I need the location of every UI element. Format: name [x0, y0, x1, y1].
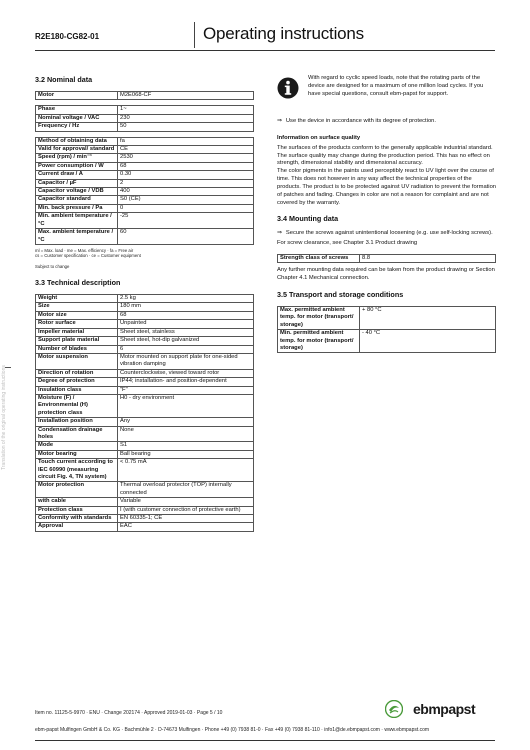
table-key: Strength class of screws — [278, 254, 360, 262]
table-key: Mode — [36, 442, 118, 450]
table-key: Motor — [36, 92, 118, 100]
table-row — [36, 450, 254, 458]
table-key: Valid for approval/ standard — [36, 146, 118, 154]
table-row — [36, 179, 254, 187]
table-key: Phase — [36, 106, 118, 114]
table-key: Max. ambient temperature / °C — [36, 229, 118, 245]
table-row — [36, 311, 254, 319]
table-value: "F" — [118, 386, 254, 394]
sidebar-vertical-text: Translation of the original operating instructions — [1, 365, 7, 470]
nominal-motor-table — [35, 91, 254, 100]
table-key: Capacitor standard — [36, 196, 118, 204]
table-key: Direction of rotation — [36, 369, 118, 377]
table-row — [36, 426, 254, 442]
brand-logo: ebmpapst — [413, 701, 476, 717]
arrow-right-icon: ⇒ — [277, 118, 282, 124]
table-value: Ball bearing — [118, 450, 254, 458]
table-value: 50 — [118, 123, 254, 131]
page-header — [0, 0, 530, 52]
surface-paragraph: The surfaces of the products conform to the generally applicable industrial standard. The surface quality may change during the production period. This has no effect on strength, dimensional stability and dimensional accuracy. — [277, 144, 493, 167]
table-row — [36, 498, 254, 506]
table-key: Min. back pressure / Pa — [36, 204, 118, 212]
table-key: Impeller material — [36, 328, 118, 336]
table-value: + 80 °C — [360, 306, 496, 329]
screw-strength-table — [277, 254, 496, 263]
nominal-data-heading: 3.2 Nominal data — [35, 75, 93, 84]
info-box — [277, 75, 496, 117]
table-key: Rotor surface — [36, 320, 118, 328]
table-row — [278, 330, 496, 353]
table-value: Variable — [118, 498, 254, 506]
note-line: ml = Max. load · me = Max. efficiency · fa = Free air — [35, 247, 134, 253]
table-key: Motor suspension — [36, 353, 118, 369]
table-value: 0 — [118, 204, 254, 212]
table-value: CE — [118, 146, 254, 154]
table-row — [36, 506, 254, 514]
table-row — [36, 523, 254, 531]
list-item — [277, 118, 496, 126]
company-info: ebm-papst Mulfingen GmbH & Co. KG · Bachmühle 2 · D-74673 Mulfingen · Phone +49 (0) 7938 81-0 · Fax +49 (0) 7938 81-110 · info1@de.ebmpapst.com · www.ebmpapst.com — [35, 727, 430, 733]
table-value: 0.30 — [118, 171, 254, 179]
table-value: 2.5 kg — [118, 295, 254, 303]
table-row — [36, 188, 254, 196]
table-key: Min. permitted ambient temp. for motor (transport/ storage) — [278, 330, 360, 353]
table-key: Motor bearing — [36, 450, 118, 458]
table-value: 2 — [118, 179, 254, 187]
table-row — [36, 369, 254, 377]
table-row — [36, 442, 254, 450]
table-key: Moisture (F) / Environmental (H) protection class — [36, 394, 118, 417]
table-value: < 0.75 mA — [118, 459, 254, 482]
table-value: Counterclockwise, viewed toward rotor — [118, 369, 254, 377]
table-key: Protection class — [36, 506, 118, 514]
table-row — [36, 204, 254, 212]
table-row — [36, 482, 254, 498]
table-row — [36, 114, 254, 122]
table-row — [36, 123, 254, 131]
table-key: Condensation drainage holes — [36, 426, 118, 442]
technical-table — [35, 294, 254, 532]
transport-storage-heading: 3.5 Transport and storage conditions — [277, 289, 404, 299]
nominal-electrical-table — [35, 105, 254, 131]
table-key: Min. ambient temperature / °C — [36, 213, 118, 229]
table-value: 60 — [118, 229, 254, 245]
table-key: Size — [36, 303, 118, 311]
document-title: Operating instructions — [203, 24, 364, 43]
table-row — [278, 306, 496, 329]
table-value: 400 — [118, 188, 254, 196]
mounting-data-heading: 3.4 Mounting data — [277, 214, 339, 224]
table-row — [36, 92, 254, 100]
list-item — [277, 230, 496, 238]
table-key: Number of blades — [36, 345, 118, 353]
table-key: Weight — [36, 295, 118, 303]
table-row — [36, 171, 254, 179]
transport-table — [277, 306, 496, 353]
table-value: Any — [118, 418, 254, 426]
table-value: Sheet steel, stainless — [118, 328, 254, 336]
info-icon — [277, 77, 299, 99]
table-row — [36, 106, 254, 114]
table-row — [36, 229, 254, 245]
table-key: with cable — [36, 498, 118, 506]
table-row — [36, 146, 254, 154]
table-row — [36, 515, 254, 523]
bullet-text: Secure the screws against unintentional loosening (e.g. use self-locking screws). — [285, 230, 493, 237]
table-value: - 40 °C — [360, 330, 496, 353]
table-key: Method of obtaining data — [36, 137, 118, 145]
table-row — [36, 162, 254, 170]
table-row — [36, 353, 254, 369]
table-row — [36, 328, 254, 336]
nominal-performance-table — [35, 137, 254, 245]
table-row — [36, 196, 254, 204]
table-key: Installation position — [36, 418, 118, 426]
table-key: Max. permitted ambient temp. for motor (transport/ storage) — [278, 306, 360, 329]
table-value: None — [118, 426, 254, 442]
table-row — [278, 254, 496, 262]
table-value: 180 mm — [118, 303, 254, 311]
table-value: Thermal overload protector (TOP) internally connected — [118, 482, 254, 498]
table-key: Insulation class — [36, 386, 118, 394]
mounting-paragraph: Any further mounting data required can be taken from the product drawing or Section Chapter 4.1 Mechanical connection. — [277, 267, 495, 282]
table-value: EN 60335-1; CE — [118, 515, 254, 523]
left-column — [35, 75, 254, 532]
table-value: fa — [118, 137, 254, 145]
table-value: Motor mounted on support plate for one-sided vibration damping — [118, 353, 254, 369]
table-value: 8.8 — [360, 254, 496, 262]
table-key: Approval — [36, 523, 118, 531]
table-value: Unpainted — [118, 320, 254, 328]
table-row — [36, 137, 254, 145]
table-value: I (with customer connection of protective earth) — [118, 506, 254, 514]
table-key: Power consumption / W — [36, 162, 118, 170]
table-key: Nominal voltage / VAC — [36, 114, 118, 122]
table-key: Capacitor voltage / VDB — [36, 188, 118, 196]
table-key: Capacitor / µF — [36, 179, 118, 187]
subject-to-change-note: Subject to change — [35, 264, 70, 270]
model-number: R2E180-CG82-01 — [35, 32, 100, 41]
table-value: 68 — [118, 311, 254, 319]
table-value: 68 — [118, 162, 254, 170]
table-row — [36, 378, 254, 386]
header-rule — [35, 50, 495, 51]
item-number: Item no. 11125-5-9970 · ENU · Change 202174 · Approved 2019-01-03 · Page 5 / 10 — [35, 710, 223, 716]
table-key: Degree of protection — [36, 378, 118, 386]
arrow-right-icon: ⇒ — [277, 230, 282, 237]
table-value: H0 - dry environment — [118, 394, 254, 417]
abbreviation-note — [35, 248, 254, 259]
table-value: M2E068-CF — [118, 92, 254, 100]
table-value: -25 — [118, 213, 254, 229]
surface-paragraph: The color pigments in the paints used perceptibly react to UV light over the course of time. This does not however in any way affect the technical properties of the products. The product is to be protected against UV radiation to prevent the formation of patches and fading. Changes in color are not a reason for complaint and are not covered by the warranty. — [277, 168, 497, 206]
info-text: With regard to cyclic speed loads, note that the rotating parts of the device are designed for a maximum of one million load cycles. If you have special questions, consult ebm-papst for support. — [308, 75, 484, 97]
table-value: S1 — [118, 442, 254, 450]
table-row — [36, 303, 254, 311]
table-row — [36, 394, 254, 417]
table-value: 6 — [118, 345, 254, 353]
mounting-paragraph: For screw clearance, see Chapter 3.1 Product drawing — [277, 240, 418, 247]
table-value: IP44; installation- and position-dependent — [118, 378, 254, 386]
table-key: Speed (rpm) / min⁻¹ — [36, 154, 118, 162]
footer-rule — [35, 740, 495, 741]
table-value: EAC — [118, 523, 254, 531]
header-separator — [194, 22, 195, 48]
table-value: 1~ — [118, 106, 254, 114]
surface-quality-heading: Information on surface quality — [277, 134, 361, 141]
table-row — [36, 154, 254, 162]
table-key: Conformity with standards — [36, 515, 118, 523]
table-value: S0 (CE) — [118, 196, 254, 204]
green-cert-logo — [385, 700, 403, 718]
table-key: Touch current according to IEC 60990 (measuring circuit Fig. 4, TN system) — [36, 459, 118, 482]
table-row — [36, 337, 254, 345]
technical-description-heading: 3.3 Technical description — [35, 278, 121, 288]
table-row — [36, 418, 254, 426]
table-row — [36, 320, 254, 328]
table-row — [36, 459, 254, 482]
table-value: 230 — [118, 114, 254, 122]
bullet-text: Use the device in accordance with its degree of protection. — [285, 118, 437, 124]
table-row — [36, 345, 254, 353]
table-row — [36, 295, 254, 303]
table-key: Motor protection — [36, 482, 118, 498]
right-column — [277, 75, 496, 353]
table-row — [36, 213, 254, 229]
note-line: cs = Customer specification · ce = Customer equipment — [35, 253, 141, 259]
table-key: Current draw / A — [36, 171, 118, 179]
table-row — [36, 386, 254, 394]
table-key: Motor size — [36, 311, 118, 319]
table-value: Sheet steel, hot-dip galvanized — [118, 337, 254, 345]
table-key: Frequency / Hz — [36, 123, 118, 131]
table-value: 2530 — [118, 154, 254, 162]
table-key: Support plate material — [36, 337, 118, 345]
